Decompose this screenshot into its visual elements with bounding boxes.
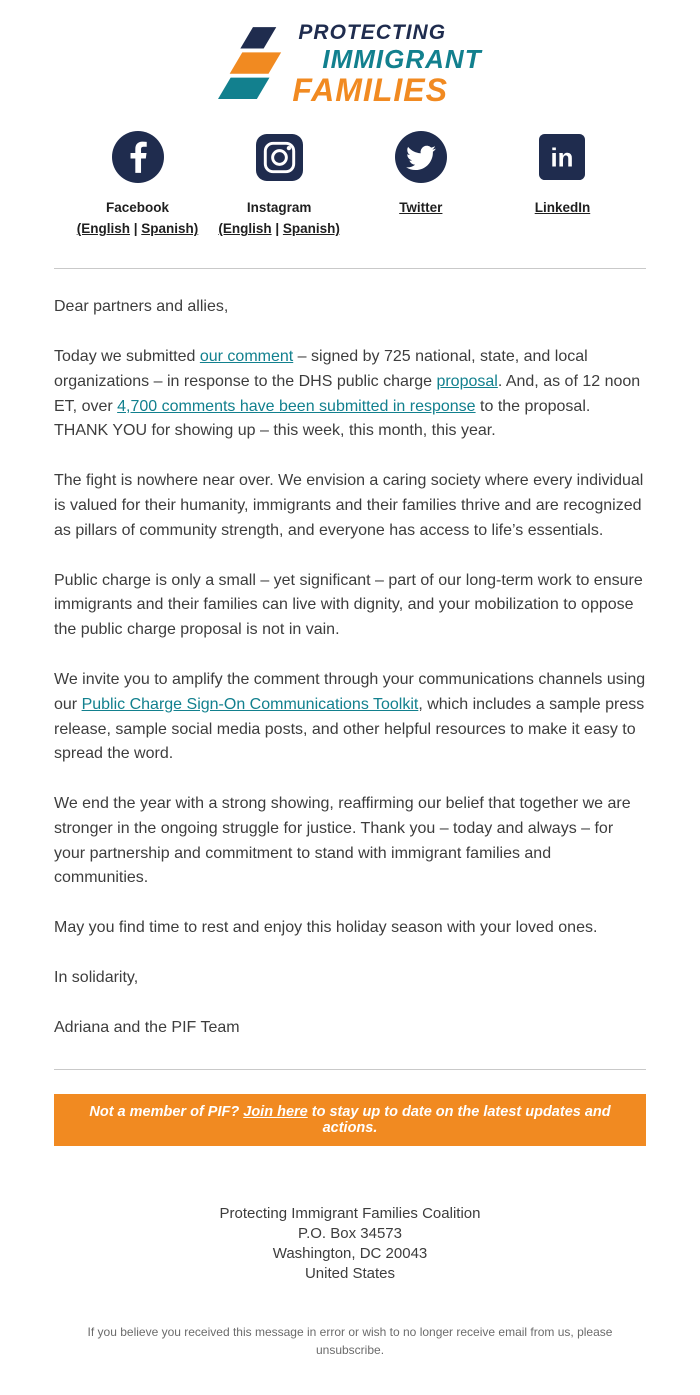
pif-logo-mark-icon [218, 26, 286, 102]
linkedin-link[interactable]: LinkedIn [534, 200, 591, 216]
text-segment: , which includes a sample press release, sample social media posts, and other helpful resources to make it easy to spread the word. [54, 695, 645, 763]
instagram-label-separator: | [271, 221, 283, 237]
twitter-label [399, 198, 442, 219]
paragraph-year-end: We end the year with a strong showing, reaffirming our belief that together we are stronger in the ongoing struggle for justice. Thank you – today and always – for your partnership and commitment to stand with immigrant families and communities. [54, 795, 631, 887]
our-comment-link[interactable]: our comment [199, 347, 294, 365]
logo-word-immigrant: IMMIGRANT [322, 43, 482, 74]
text-segment: – signed by 725 national, state, and local organizations – in response to the DHS public charge [54, 347, 588, 390]
instagram-spanish-link[interactable]: Spanish) [282, 221, 340, 237]
social-twitter [353, 131, 488, 240]
paragraph-long-term-work: Public charge is only a small – yet significant – part of our long-term work to ensure immigrants and their families can live with dignity, and your mobilization to oppose the public charge proposal is not in vain. [54, 571, 643, 639]
footer-city-state-zip: Washington, DC 20043 [272, 1245, 428, 1263]
text-segment: We invite you to amplify the comment through your communications channels using our [54, 670, 646, 713]
paragraph-vision: The fight is nowhere near over. We envision a caring society where every individual is valued for their humanity, immigrants and their families thrive and are recognized as pillars of community strength, and everyone has access to life’s essentials. [54, 472, 644, 539]
social-instagram [212, 131, 347, 240]
pif-logo [0, 22, 700, 107]
instagram-english-link[interactable]: (English [218, 221, 272, 237]
facebook-label-text: Facebook [105, 200, 169, 216]
membership-banner [54, 1094, 646, 1146]
paragraph-holiday: May you find time to rest and enjoy this holiday season with your loved ones. [54, 919, 598, 937]
paragraph-toolkit [54, 668, 646, 767]
signoff-solidarity: In solidarity, [54, 969, 139, 987]
top-divider [54, 268, 646, 269]
text-segment: Today we submitted [54, 347, 200, 365]
linkedin-icon[interactable] [539, 131, 585, 183]
instagram-label-text: Instagram [246, 200, 312, 216]
greeting: Dear partners and allies, [54, 298, 229, 316]
logo-word-families: FAMILIES [292, 71, 448, 108]
footer-fineprint [70, 1323, 630, 1359]
social-linkedin [495, 131, 630, 240]
twitter-link[interactable]: Twitter [399, 200, 443, 216]
email-main-text [54, 295, 646, 1041]
facebook-label-separator: | [129, 221, 142, 237]
facebook-label [77, 198, 199, 240]
proposal-link[interactable]: proposal [436, 372, 498, 390]
signoff-signature: Adriana and the PIF Team [54, 1018, 240, 1036]
banner-text-segment: Not a member of PIF? [89, 1103, 244, 1120]
join-here-link[interactable]: Join here [243, 1103, 308, 1120]
text-segment: to the proposal. THANK YOU for showing up – this week, this month, this year. [54, 397, 591, 440]
footer-org-name: Protecting Immigrant Families Coalition [219, 1204, 481, 1222]
paragraph-comment-submitted [54, 345, 646, 444]
facebook-english-link[interactable]: (English [76, 221, 130, 237]
facebook-spanish-link[interactable]: Spanish) [141, 221, 199, 237]
unsubscribe-link[interactable]: unsubscribe [315, 1342, 381, 1357]
bottom-divider [54, 1069, 646, 1070]
instagram-label [218, 198, 340, 240]
footer-country: United States [304, 1265, 396, 1283]
facebook-icon[interactable] [112, 131, 164, 183]
fineprint-text-segment: If you believe you received this message in error or wish to no longer receive email from us, please [87, 1324, 613, 1339]
comments-submitted-link[interactable]: 4,700 comments have been submitted in response [117, 397, 476, 415]
social-links-row [70, 131, 630, 240]
banner-text-segment: to stay up to date on the latest updates and actions. [307, 1103, 611, 1136]
linkedin-label [535, 198, 591, 219]
communications-toolkit-link[interactable]: Public Charge Sign-On Communications Toolkit [81, 695, 419, 713]
twitter-icon[interactable] [395, 131, 447, 183]
text-segment: . And, as of 12 noon ET, over [54, 372, 641, 415]
fineprint-text-segment: . [380, 1342, 385, 1357]
footer-po-box: P.O. Box 34573 [298, 1224, 402, 1242]
svg-text:in: in [550, 144, 574, 173]
social-facebook [70, 131, 205, 240]
pif-logo-text [290, 22, 481, 107]
logo-word-protecting: PROTECTING [298, 21, 447, 44]
instagram-icon[interactable] [256, 131, 303, 183]
footer-address [0, 1204, 700, 1285]
